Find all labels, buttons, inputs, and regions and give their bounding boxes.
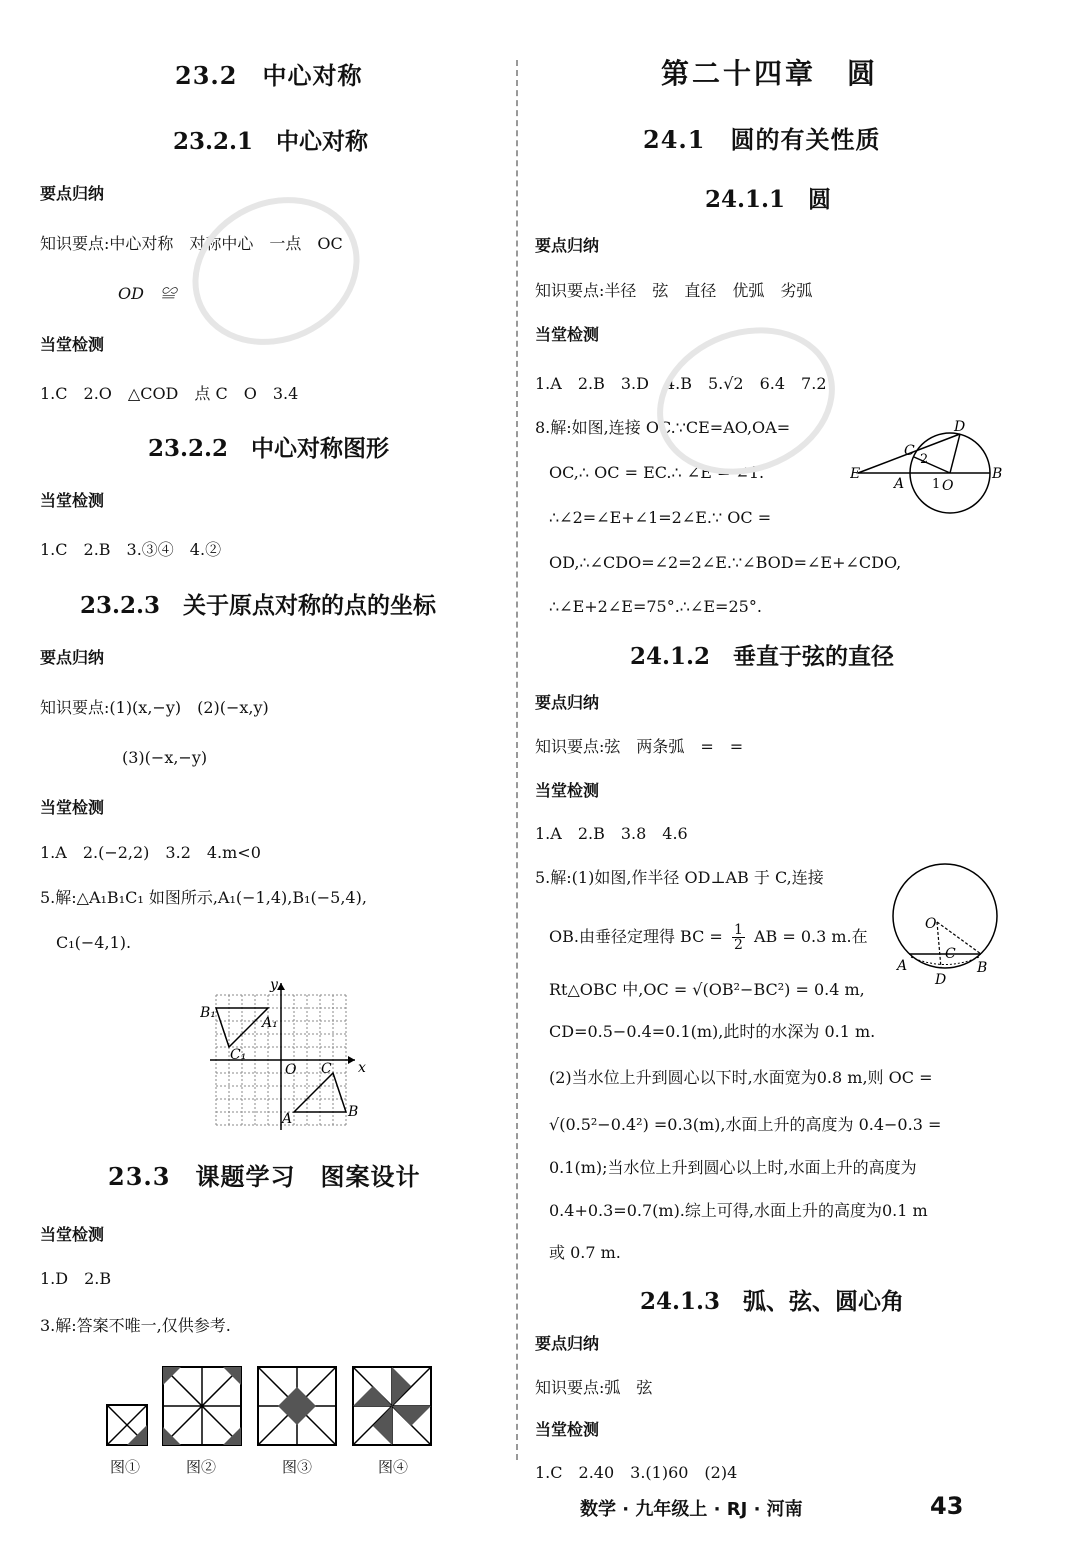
solution-line: √(0.5²−0.4²) =0.3(m),水面上升的高度为 0.4−0.3 =	[549, 1115, 942, 1134]
circle-figure-problem-5	[887, 862, 1007, 992]
point-label-a: A	[894, 476, 905, 492]
fraction-one-half	[732, 923, 745, 952]
solution-line: C₁(−4,1).	[56, 933, 132, 952]
answer-line: 1.D 2.B	[40, 1269, 112, 1288]
key-points-label: 要点归纳	[535, 693, 600, 712]
figure-caption-3: 图③	[282, 1458, 313, 1476]
key-points-label: 要点归纳	[535, 236, 600, 255]
solution-line: 3.解:答案不唯一,仅供参考.	[40, 1316, 231, 1335]
point-label-c: C	[321, 1061, 332, 1077]
point-label-b: B	[992, 466, 1003, 482]
solution-line: 8.解:如图,连接 OC.∵CE=AO,OA=	[535, 418, 791, 437]
point-label-e: E	[850, 466, 861, 482]
origin-label: O	[285, 1062, 297, 1078]
fraction-denominator: 2	[733, 937, 743, 953]
figure-caption-1: 图①	[110, 1458, 141, 1476]
page-number: 43	[930, 1492, 964, 1520]
key-points-label: 要点归纳	[40, 184, 105, 203]
solution-line: 5.解:(1)如图,作半径 OD⊥AB 于 C,连接	[535, 868, 824, 887]
solution-line: 0.1(m);当水位上升到圆心以上时,水面上升的高度为	[549, 1158, 917, 1177]
angle-label-2: 2	[920, 452, 929, 467]
subsection-title-24-1-1: 24.1.1 圆	[705, 186, 832, 213]
solution-line: 0.4+0.3=0.7(m).综上可得,水面上升的高度为0.1 m	[549, 1201, 928, 1220]
knowledge-line: 知识要点:半径 弦 直径 优弧 劣弧	[535, 281, 813, 300]
section-title-23-2: 23.2 中心对称	[175, 61, 363, 90]
in-class-check-label: 当堂检测	[40, 798, 105, 817]
in-class-check-label: 当堂检测	[535, 1420, 600, 1439]
point-label-c1: C₁	[230, 1047, 247, 1063]
subsection-title-24-1-3: 24.1.3 弧、弦、圆心角	[640, 1288, 905, 1315]
key-points-label: 要点归纳	[40, 648, 105, 667]
solution-line	[549, 923, 868, 952]
point-label-a: A	[897, 958, 908, 974]
solution-text: AB = 0.3 m.在	[753, 927, 868, 946]
subsection-title-23-2-1: 23.2.1 中心对称	[173, 128, 369, 155]
section-title-23-3: 23.3 课题学习 图案设计	[108, 1162, 421, 1191]
section-title-24-1: 24.1 圆的有关性质	[643, 125, 881, 154]
solution-line: OD,∴∠CDO=∠2=2∠E.∵∠BOD=∠E+∠CDO,	[549, 553, 902, 572]
in-class-check-label: 当堂检测	[40, 491, 105, 510]
in-class-check-label: 当堂检测	[40, 335, 105, 354]
solution-line: OC,∴ OC = EC.∴ ∠E = ∠1.	[549, 463, 765, 482]
point-label-a: A	[282, 1111, 293, 1127]
key-points-label: 要点归纳	[535, 1334, 600, 1353]
pattern-figure-2	[163, 1367, 241, 1445]
point-label-o: O	[942, 478, 954, 494]
axis-label-x: x	[358, 1060, 366, 1076]
knowledge-line: 知识要点:中心对称 对称中心 一点 OC	[40, 234, 343, 253]
solution-line: Rt△OBC 中,OC = √(OB²−BC²) = 0.4 m,	[549, 980, 865, 999]
solution-line: 或 0.7 m.	[549, 1243, 621, 1262]
answer-line: 1.C 2.B 3.③④ 4.②	[40, 540, 222, 559]
pattern-figure-1	[107, 1405, 147, 1445]
fraction-numerator: 1	[733, 922, 743, 938]
point-label-b: B	[977, 960, 988, 976]
pattern-design-figures	[105, 1365, 445, 1447]
point-label-d: D	[935, 972, 947, 988]
coordinate-grid-figure	[200, 975, 410, 1135]
subsection-title-23-2-3: 23.2.3 关于原点对称的点的坐标	[80, 592, 437, 619]
point-label-b1: B₁	[200, 1005, 216, 1021]
point-label-c: C	[904, 443, 915, 459]
solution-line: 5.解:△A₁B₁C₁ 如图所示,A₁(−1,4),B₁(−5,4),	[40, 888, 367, 907]
knowledge-line: 知识要点:(1)(x,−y) (2)(−x,y)	[40, 698, 269, 717]
angle-label-1: 1	[932, 477, 941, 492]
point-label-d: D	[954, 419, 966, 435]
in-class-check-label: 当堂检测	[535, 325, 600, 344]
knowledge-line: 知识要点:弧 弦	[535, 1378, 653, 1397]
knowledge-line: 知识要点:弦 两条弧 = =	[535, 737, 744, 756]
answer-line: 1.C 2.O △COD 点 C O 3.4	[40, 384, 299, 403]
solution-text: OB.由垂径定理得 BC =	[549, 927, 723, 946]
answer-line: 1.C 2.40 3.(1)60 (2)4	[535, 1463, 738, 1482]
point-label-o: O	[925, 916, 937, 932]
solution-line: ∴∠2=∠E+∠1=2∠E.∵ OC =	[549, 508, 772, 527]
figure-caption-4: 图④	[378, 1458, 409, 1476]
pattern-figure-4	[353, 1367, 431, 1445]
knowledge-line: OD ≌	[118, 284, 176, 303]
point-label-a1: A₁	[262, 1015, 278, 1031]
knowledge-line: (3)(−x,−y)	[122, 748, 208, 767]
in-class-check-label: 当堂检测	[40, 1225, 105, 1244]
axis-label-y: y	[270, 977, 278, 993]
subsection-title-23-2-2: 23.2.2 中心对称图形	[148, 435, 390, 462]
point-label-b: B	[348, 1104, 359, 1120]
solution-line: (2)当水位上升到圆心以下时,水面宽为0.8 m,则 OC =	[549, 1068, 933, 1087]
footer-book-info: 数学 · 九年级上 · RJ · 河南	[580, 1499, 803, 1520]
answer-line: 1.A 2.B 3.8 4.6	[535, 824, 688, 843]
chapter-title: 第二十四章 圆	[661, 57, 879, 90]
solution-line: CD=0.5−0.4=0.1(m),此时的水深为 0.1 m.	[549, 1022, 876, 1041]
figure-caption-2: 图②	[186, 1458, 217, 1476]
answer-line: 1.A 2.(−2,2) 3.2 4.m<0	[40, 843, 261, 862]
in-class-check-label: 当堂检测	[535, 781, 600, 800]
point-label-c: C	[945, 946, 956, 962]
column-divider	[516, 60, 518, 1460]
watermark-stamp-icon	[168, 170, 384, 371]
circle-figure-problem-8	[850, 415, 1010, 520]
solution-line: ∴∠E+2∠E=75°.∴∠E=25°.	[549, 597, 762, 616]
answer-line: 1.A 2.B 3.D 4.B 5.√2 6.4 7.2	[535, 374, 827, 393]
subsection-title-24-1-2: 24.1.2 垂直于弦的直径	[630, 643, 895, 670]
pattern-figure-3	[258, 1367, 336, 1445]
